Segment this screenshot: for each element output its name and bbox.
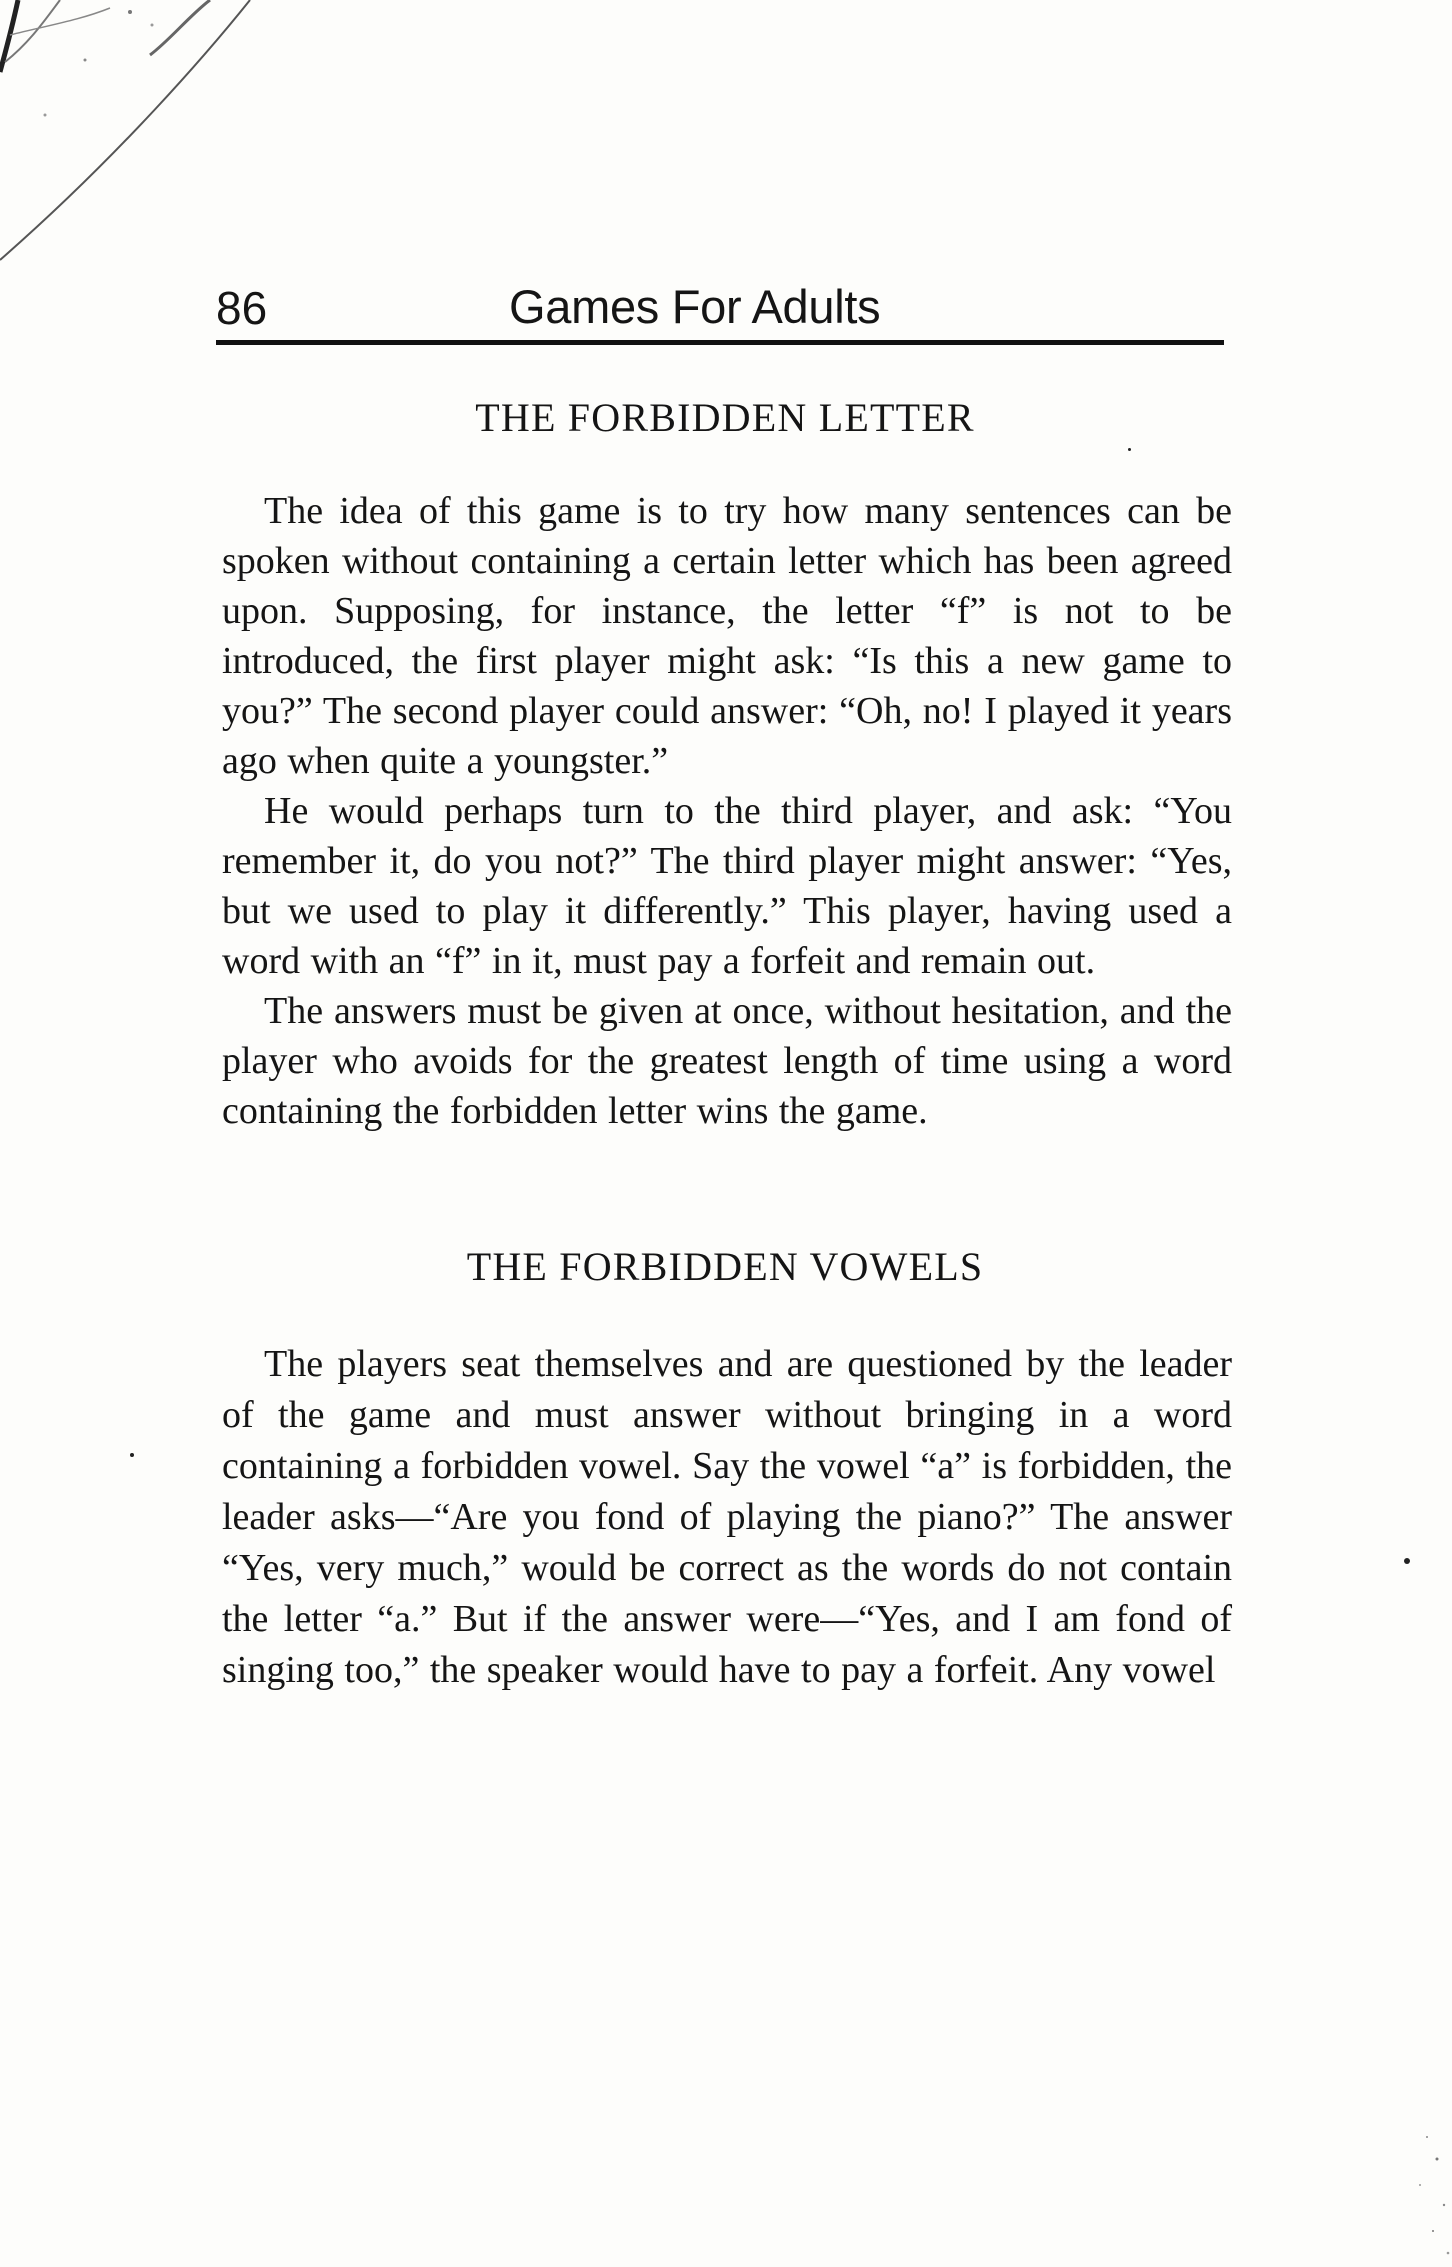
- header-rule: [216, 340, 1224, 345]
- forbidden-letter-section: [222, 390, 1232, 1136]
- paragraph: The answers must be given at once, without hesitation, and the player who avoids for the greatest length of time using a word containing the forbidden letter wins the game.: [222, 990, 1232, 1132]
- section-title: THE FORBIDDEN LETTER: [475, 395, 975, 440]
- page-number: 86: [216, 282, 268, 334]
- section-title: THE FORBIDDEN VOWELS: [466, 1244, 984, 1289]
- scan-speck: [130, 1453, 134, 1457]
- scan-ink-mark: [0, 0, 330, 270]
- paragraph: The players seat themselves and are questioned by the leader of the game and must answer without bringing in a word containing a forbidden vowel. Say the vowel “a” is forbidden, the leader asks—“Are you fond of playing the piano?” The answer “Yes, very much,” would be correct as the words do not contain the letter “a.” But if the answer were—“Yes, and I am fond of singing too,” the speaker would have to pay a forfeit. Any vowel: [222, 1343, 1232, 1691]
- scan-speck: [1128, 448, 1131, 451]
- page-content: [222, 390, 1232, 1696]
- running-title: Games For Adults: [509, 280, 881, 333]
- scan-speck: [1404, 1558, 1410, 1564]
- scan-corner-noise: [1382, 2107, 1452, 2267]
- paragraph: The idea of this game is to try how many sentences can be spoken without containing a certain letter which has been agreed upon. Supposing, for instance, the letter “f” is not to be introduced, the first player might ask: “Is this a new game to you?” The second player could answer: “Oh, no! I played it years ago when quite a youngster.”: [222, 490, 1232, 782]
- paragraph: He would perhaps turn to the third player, and ask: “You remember it, do you not?” The third player might answer: “Yes, but we used to play it differently.” This player, having used a word with an “f” in it, must pay a forfeit and remain out.: [222, 790, 1232, 982]
- forbidden-vowels-section: [222, 1239, 1232, 1696]
- page-header: [216, 276, 1224, 346]
